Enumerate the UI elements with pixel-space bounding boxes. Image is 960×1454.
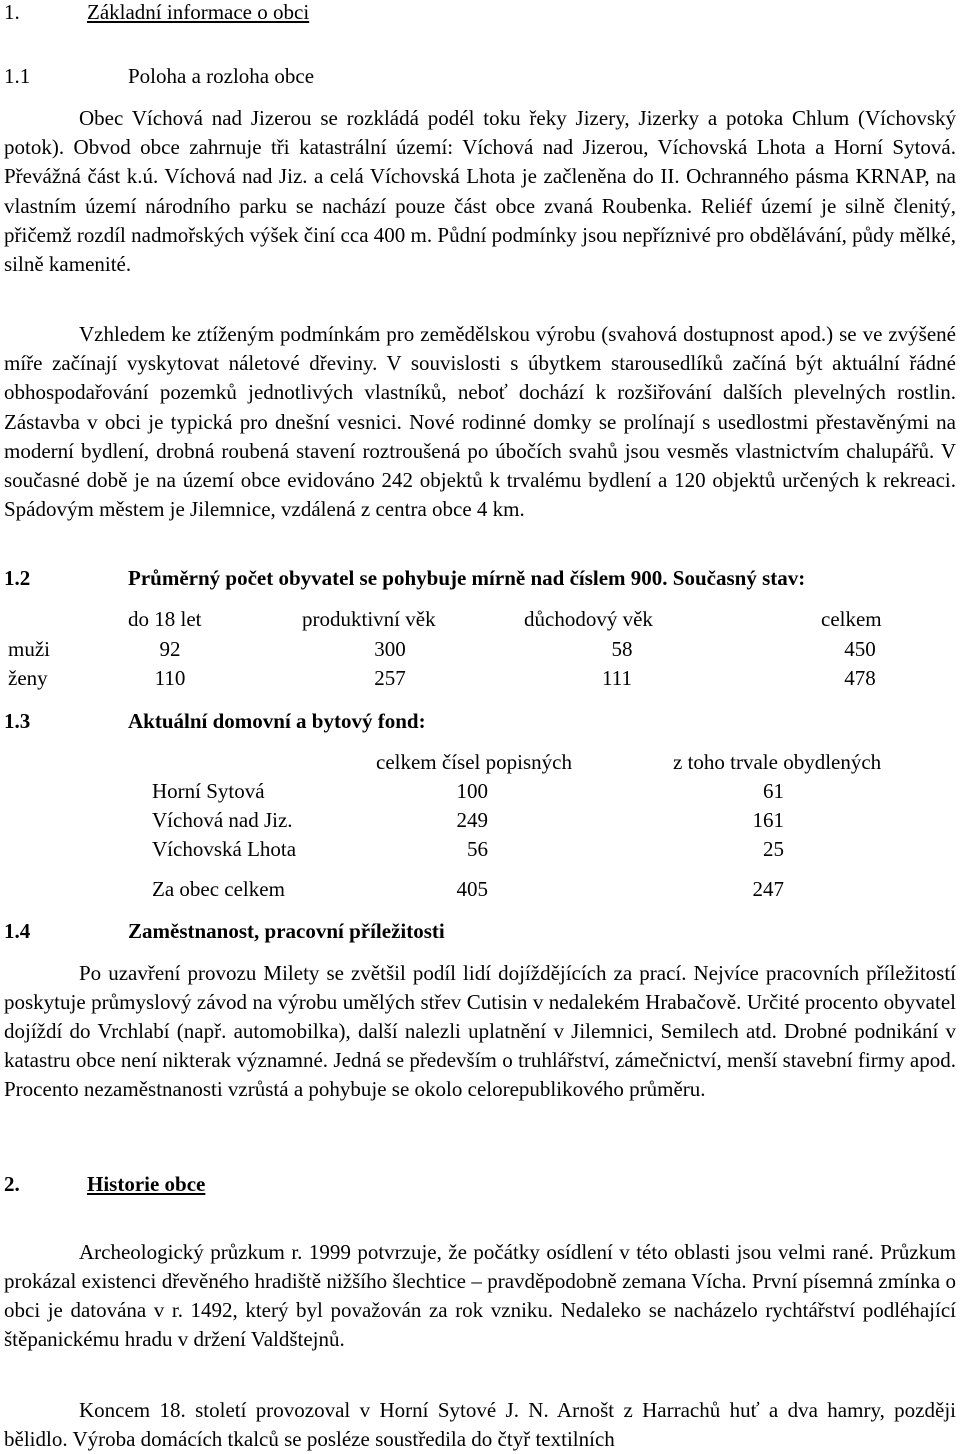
population-header-under18: do 18 let <box>128 607 202 631</box>
population-cell: 92 <box>159 637 181 661</box>
section-1-4-number: 1.4 <box>4 919 31 943</box>
section-1-1-paragraph-2: Vzhledem ke ztíženým podmínkám pro zemědělskou výrobu (svahová dostupnost apod.) se ve zvýšené míře začínají vyskytovat náletové dřeviny. V souvislosti s úbytkem starousedlíků začíná být aktuální řádné obhospodařování pozemků jednotlivých vlastníků, neboť dochází k rozšiřování dalších plevelných rostlin. Zástavba v obci je typická pro dnešní vesnici. Nové rodinné domky se prolínají s usedlostmi přestavěnými na moderní bydlení, drobná roubená stavení roztroušená po úbočích svahů jsou vesměs vlastnictvím chalupářů. V současné době je na území obce evidováno 242 objektů k trvalému bydlení a 120 objektů určených k rekreaci. Spádovým městem je Jilemnice, vzdálená z centra obce 4 km. <box>4 322 956 522</box>
housing-cell: 161 <box>752 808 784 832</box>
section-1-1-number: 1.1 <box>4 64 31 88</box>
population-header-retired: důchodový věk <box>524 607 653 631</box>
population-cell: 257 <box>374 666 406 690</box>
housing-total-cell: 405 <box>456 877 488 901</box>
housing-total-label: Za obec celkem <box>152 877 285 901</box>
housing-header-total: celkem čísel popisných <box>376 750 572 774</box>
section-2-paragraph-2: Koncem 18. století provozoval v Horní Sytové J. N. Arnošt z Harrachů huť a dva hamry, později bělidlo. Výroba domácích tkalců se posléze soustředila do čtyř textilních <box>4 1398 956 1451</box>
population-row-label: muži <box>8 637 50 661</box>
housing-cell: 56 <box>467 837 488 861</box>
population-cell: 450 <box>844 637 876 661</box>
section-2-title: Historie obce <box>87 1172 206 1196</box>
housing-cell: 100 <box>456 779 488 803</box>
housing-total-cell: 247 <box>752 877 784 901</box>
population-cell: 58 <box>611 637 633 661</box>
population-header-total: celkem <box>821 607 882 631</box>
population-cell: 111 <box>602 666 632 690</box>
housing-row-label: Víchovská Lhota <box>152 837 297 861</box>
section-2-number: 2. <box>4 1172 20 1196</box>
section-1-number: 1. <box>4 0 20 24</box>
section-1-title: Základní informace o obci <box>87 0 310 24</box>
housing-row-label: Horní Sytová <box>152 779 265 803</box>
housing-row-label: Víchová nad Jiz. <box>152 808 293 832</box>
population-cell: 478 <box>844 666 876 690</box>
section-1-4-paragraph: Po uzavření provozu Milety se zvětšil podíl lidí dojíždějících za prací. Nejvíce pracovních příležitostí poskytuje průmyslový závod na výrobu umělých střev Cutisin v nedalekém Hrabačově. Určité procento obyvatel dojíždí do Vrchlabí (např. automobilka), další nalezli uplatnění v Jilemnici, Semilech atd. Drobné podnikání v katastru obce není nikterak významné. Jedná se především o truhlářství, zámečnictví, menší stavební firmy apod. Procento nezaměstnanosti vzrůstá a pohybuje se okolo celorepublikového průměru. <box>4 961 956 1101</box>
section-1-3-title: Aktuální domovní a bytový fond: <box>128 709 426 733</box>
population-header-productive: produktivní věk <box>302 607 436 631</box>
section-1-2-title: Průměrný počet obyvatel se pohybuje mírně nad číslem 900. Současný stav: <box>128 566 806 590</box>
housing-cell: 61 <box>763 779 784 803</box>
section-1-1-paragraph-1: Obec Víchová nad Jizerou se rozkládá podél toku řeky Jizery, Jizerky a potoka Chlum (Víchovský potok). Obvod obce zahrnuje tři katastrální území: Víchová nad Jizerou, Víchovská Lhota a Horní Sytová. Převážná část k.ú. Víchová nad Jiz. a celá Víchovská Lhota je začleněna do II. Ochranného pásma KRNAP, na vlastním území národního parku se nachází pouze část obce zvaná Roubenka. Reliéf území je silně členitý, přičemž rozdíl nadmořských výšek činí cca 400 m. Půdní podmínky jsou nepříznivé pro obdělávání, půdy mělké, silně kamenité. <box>4 106 956 277</box>
section-2-paragraph-1: Archeologický průzkum r. 1999 potvrzuje, že počátky osídlení v této oblasti jsou velmi rané. Průzkum prokázal existenci dřevěného hradiště nižšího šlechtice – pravděpodobně zemana Vícha. První písemná zmínka o obci je datována v r. 1492, který byl považován za rok vzniku. Nedaleko se nacházelo rychtářství podléhající štěpanickému hradu v držení Valdštejnů. <box>4 1240 956 1351</box>
section-1-4-title: Zaměstnanost, pracovní příležitosti <box>128 919 445 943</box>
section-1-2-number: 1.2 <box>4 566 31 590</box>
section-1-1-title: Poloha a rozloha obce <box>128 64 315 88</box>
housing-cell: 25 <box>763 837 784 861</box>
housing-header-inhabited: z toho trvale obydlených <box>673 750 882 774</box>
housing-cell: 249 <box>456 808 488 832</box>
population-cell: 110 <box>154 666 186 690</box>
population-row-label: ženy <box>8 666 48 690</box>
population-cell: 300 <box>374 637 406 661</box>
section-1-3-number: 1.3 <box>4 709 31 733</box>
